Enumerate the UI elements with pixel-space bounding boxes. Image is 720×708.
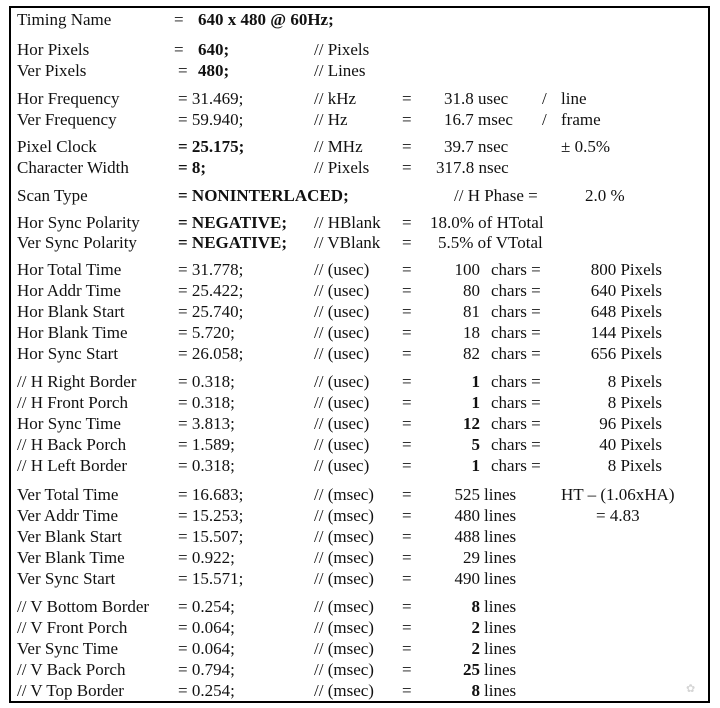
timing-pixels: 8 Pixels xyxy=(607,372,662,391)
timing-value: = 25.422; xyxy=(178,281,244,300)
timing-value: = 15.507; xyxy=(178,527,244,546)
hor-timing-row xyxy=(0,322,720,343)
timing-char-count: 18 xyxy=(463,323,480,342)
timing-char-count: 82 xyxy=(463,344,480,363)
timing-line-count: 490 xyxy=(454,569,480,588)
timing-equals: = xyxy=(402,548,412,567)
pixel-clock-equals: = xyxy=(402,137,412,156)
timing-chars-label: chars = xyxy=(491,344,541,363)
timing-pixels: 96 Pixels xyxy=(599,414,662,433)
hor-timing-row xyxy=(0,371,720,392)
timing-label: Hor Sync Time xyxy=(17,414,121,433)
hor-timing-row xyxy=(0,434,720,455)
pixel-clock-label: Pixel Clock xyxy=(17,137,97,156)
h-phase-label: // H Phase = xyxy=(454,186,538,205)
hor-frequency-result: 31.8 usec xyxy=(444,89,509,108)
ver-frequency-slash: / xyxy=(542,110,547,129)
timing-value: = 3.813; xyxy=(178,414,235,433)
timing-lines-label: lines xyxy=(484,527,517,546)
h-phase-value: 2.0 % xyxy=(585,186,625,205)
timing-equals: = xyxy=(402,506,412,525)
timing-value: = 0.064; xyxy=(178,618,235,637)
timing-label: Ver Blank Start xyxy=(17,527,122,546)
timing-label: Hor Sync Start xyxy=(17,344,119,363)
timing-value: = 0.254; xyxy=(178,681,235,700)
timing-char-count: 5 xyxy=(471,435,480,454)
timing-char-count: 81 xyxy=(463,302,480,321)
hor-frequency-row xyxy=(0,88,720,109)
timing-value: = 0.254; xyxy=(178,597,235,616)
hor-frequency-slash: / xyxy=(542,89,547,108)
vsync-polarity-value: = NEGATIVE; xyxy=(178,233,288,252)
timing-unit: // (usec) xyxy=(314,344,370,363)
timing-equals: = xyxy=(402,660,412,679)
timing-equals: = xyxy=(402,681,412,700)
hor-pixels-value: 640; xyxy=(198,40,230,59)
timing-pixels: 656 Pixels xyxy=(590,344,662,363)
hor-frequency-equals: = xyxy=(402,89,412,108)
timing-char-count: 1 xyxy=(471,456,480,475)
timing-unit: // (usec) xyxy=(314,372,370,391)
timing-lines-label: lines xyxy=(484,506,517,525)
watermark-icon: ✿ xyxy=(686,682,696,695)
pixel-clock-unit: // MHz xyxy=(314,137,363,156)
timing-name-equals: = xyxy=(174,10,184,29)
timing-unit: // (msec) xyxy=(314,569,374,588)
ver-frequency-value: = 59.940; xyxy=(178,110,244,129)
timing-value: = 0.318; xyxy=(178,456,235,475)
vsync-polarity-row xyxy=(0,232,720,253)
timing-equals: = xyxy=(402,323,412,342)
hor-timing-row xyxy=(0,455,720,476)
ver-timing-row xyxy=(0,596,720,617)
timing-name-row xyxy=(0,9,720,30)
hsync-polarity-row xyxy=(0,212,720,233)
hor-pixels-label: Hor Pixels xyxy=(17,40,90,59)
char-width-unit: // Pixels xyxy=(314,158,370,177)
scan-type-value: = NONINTERLACED; xyxy=(178,186,349,205)
timing-line-count: 525 xyxy=(454,485,480,504)
timing-chars-label: chars = xyxy=(491,281,541,300)
ver-frequency-unit: // Hz xyxy=(314,110,348,129)
timing-value: = 5.720; xyxy=(178,323,235,342)
timing-lines-label: lines xyxy=(484,660,517,679)
hor-timing-row xyxy=(0,343,720,364)
timing-chars-label: chars = xyxy=(491,456,541,475)
char-width-result: 317.8 nsec xyxy=(436,158,509,177)
timing-unit: // (usec) xyxy=(314,435,370,454)
timing-lines-label: lines xyxy=(484,485,517,504)
timing-equals: = xyxy=(402,281,412,300)
ver-timing-row xyxy=(0,638,720,659)
timing-label: // H Right Border xyxy=(17,372,137,391)
ver-timing-row xyxy=(0,568,720,589)
timing-line-count: 2 xyxy=(471,618,480,637)
timing-equals: = xyxy=(402,344,412,363)
timing-value: = 26.058; xyxy=(178,344,244,363)
timing-value: = 15.253; xyxy=(178,506,244,525)
timing-note: = 4.83 xyxy=(596,506,640,525)
timing-value: = 15.571; xyxy=(178,569,244,588)
ver-timing-row xyxy=(0,526,720,547)
vblank-label: // VBlank xyxy=(314,233,381,252)
timing-unit: // (usec) xyxy=(314,456,370,475)
timing-chars-label: chars = xyxy=(491,414,541,433)
timing-char-count: 1 xyxy=(471,393,480,412)
char-width-label: Character Width xyxy=(17,158,129,177)
timing-label: Ver Blank Time xyxy=(17,548,125,567)
hor-timing-row xyxy=(0,392,720,413)
timing-equals: = xyxy=(402,260,412,279)
timing-lines-label: lines xyxy=(484,597,517,616)
timing-equals: = xyxy=(402,393,412,412)
timing-pixels: 800 Pixels xyxy=(590,260,662,279)
char-width-equals: = xyxy=(402,158,412,177)
timing-equals: = xyxy=(402,597,412,616)
timing-lines-label: lines xyxy=(484,681,517,700)
timing-label: // V Back Porch xyxy=(17,660,126,679)
timing-label: // V Front Porch xyxy=(17,618,128,637)
timing-equals: = xyxy=(402,639,412,658)
timing-label: Hor Blank Time xyxy=(17,323,128,342)
timing-label: Ver Addr Time xyxy=(17,506,119,525)
timing-line-count: 29 xyxy=(463,548,480,567)
timing-chars-label: chars = xyxy=(491,323,541,342)
timing-line-count: 2 xyxy=(471,639,480,658)
ver-frequency-label: Ver Frequency xyxy=(17,110,117,129)
timing-equals: = xyxy=(402,414,412,433)
ver-pixels-comment: // Lines xyxy=(314,61,366,80)
hblank-result: 18.0% of HTotal xyxy=(430,213,544,232)
hor-frequency-per: line xyxy=(561,89,587,108)
timing-line-count: 488 xyxy=(454,527,480,546)
char-width-row xyxy=(0,157,720,178)
timing-line-count: 25 xyxy=(463,660,480,679)
timing-label: // H Left Border xyxy=(17,456,127,475)
hor-timing-row xyxy=(0,280,720,301)
timing-lines-label: lines xyxy=(484,639,517,658)
timing-lines-label: lines xyxy=(484,548,517,567)
hor-timing-row xyxy=(0,259,720,280)
vblank-equals: = xyxy=(402,233,412,252)
timing-pixels: 144 Pixels xyxy=(590,323,662,342)
timing-char-count: 12 xyxy=(463,414,480,433)
timing-chars-label: chars = xyxy=(491,302,541,321)
timing-unit: // (msec) xyxy=(314,681,374,700)
timing-label: Ver Sync Start xyxy=(17,569,116,588)
timing-label: // V Bottom Border xyxy=(17,597,150,616)
timing-equals: = xyxy=(402,618,412,637)
timing-chars-label: chars = xyxy=(491,393,541,412)
timing-equals: = xyxy=(402,485,412,504)
char-width-value: = 8; xyxy=(178,158,207,177)
timing-value: = 16.683; xyxy=(178,485,244,504)
timing-label: // H Back Porch xyxy=(17,435,127,454)
timing-line-count: 8 xyxy=(471,597,480,616)
timing-line-count: 480 xyxy=(454,506,480,525)
pixel-clock-result: 39.7 nsec xyxy=(444,137,509,156)
timing-label: Ver Total Time xyxy=(17,485,119,504)
hor-pixels-row xyxy=(0,39,720,60)
timing-chars-label: chars = xyxy=(491,372,541,391)
timing-unit: // (msec) xyxy=(314,639,374,658)
timing-equals: = xyxy=(402,569,412,588)
hor-frequency-label: Hor Frequency xyxy=(17,89,120,108)
timing-unit: // (usec) xyxy=(314,260,370,279)
timing-value: = 0.794; xyxy=(178,660,235,679)
ver-frequency-row xyxy=(0,109,720,130)
timing-label: Hor Addr Time xyxy=(17,281,121,300)
ver-frequency-result: 16.7 msec xyxy=(444,110,513,129)
hor-frequency-value: = 31.469; xyxy=(178,89,244,108)
timing-pixels: 40 Pixels xyxy=(599,435,662,454)
ver-timing-row xyxy=(0,484,720,505)
hor-timing-row xyxy=(0,301,720,322)
hsync-polarity-label: Hor Sync Polarity xyxy=(17,213,140,232)
timing-value: = 1.589; xyxy=(178,435,235,454)
ver-pixels-equals: = xyxy=(178,61,188,80)
timing-value: = 25.740; xyxy=(178,302,244,321)
pixel-clock-tolerance: ± 0.5% xyxy=(561,137,610,156)
timing-unit: // (msec) xyxy=(314,506,374,525)
timing-value: = 0.318; xyxy=(178,372,235,391)
timing-name-label: Timing Name xyxy=(17,10,112,29)
pixel-clock-value: = 25.175; xyxy=(178,137,245,156)
timing-value: = 31.778; xyxy=(178,260,244,279)
timing-unit: // (msec) xyxy=(314,597,374,616)
ver-pixels-value: 480; xyxy=(198,61,230,80)
timing-chars-label: chars = xyxy=(491,435,541,454)
timing-equals: = xyxy=(402,372,412,391)
ver-pixels-label: Ver Pixels xyxy=(17,61,87,80)
timing-label: // H Front Porch xyxy=(17,393,128,412)
hor-pixels-equals: = xyxy=(174,40,184,59)
timing-unit: // (usec) xyxy=(314,302,370,321)
pixel-clock-row xyxy=(0,136,720,157)
timing-label: Hor Blank Start xyxy=(17,302,125,321)
hblank-equals: = xyxy=(402,213,412,232)
timing-label: Hor Total Time xyxy=(17,260,122,279)
timing-equals: = xyxy=(402,435,412,454)
timing-lines-label: lines xyxy=(484,618,517,637)
timing-pixels: 648 Pixels xyxy=(590,302,662,321)
timing-unit: // (msec) xyxy=(314,485,374,504)
scan-type-label: Scan Type xyxy=(17,186,88,205)
timing-unit: // (msec) xyxy=(314,618,374,637)
timing-pixels: 8 Pixels xyxy=(607,456,662,475)
timing-label: Ver Sync Time xyxy=(17,639,119,658)
timing-value: = 0.922; xyxy=(178,548,235,567)
scan-type-row xyxy=(0,185,720,206)
timing-unit: // (msec) xyxy=(314,660,374,679)
timing-unit: // (usec) xyxy=(314,393,370,412)
timing-char-count: 80 xyxy=(463,281,480,300)
timing-equals: = xyxy=(402,302,412,321)
timing-unit: // (usec) xyxy=(314,281,370,300)
timing-pixels: 8 Pixels xyxy=(607,393,662,412)
timing-unit: // (msec) xyxy=(314,548,374,567)
hor-timing-row xyxy=(0,413,720,434)
timing-note: HT – (1.06xHA) xyxy=(561,485,675,504)
hor-pixels-comment: // Pixels xyxy=(314,40,370,59)
timing-name-value: 640 x 480 @ 60Hz; xyxy=(198,10,334,29)
ver-frequency-equals: = xyxy=(402,110,412,129)
hor-frequency-unit: // kHz xyxy=(314,89,357,108)
ver-pixels-row xyxy=(0,60,720,81)
timing-char-count: 100 xyxy=(454,260,480,279)
timing-unit: // (usec) xyxy=(314,414,370,433)
timing-equals: = xyxy=(402,456,412,475)
ver-timing-row xyxy=(0,505,720,526)
timing-value: = 0.318; xyxy=(178,393,235,412)
timing-line-count: 8 xyxy=(471,681,480,700)
timing-chars-label: chars = xyxy=(491,260,541,279)
hsync-polarity-value: = NEGATIVE; xyxy=(178,213,288,232)
vblank-result: 5.5% of VTotal xyxy=(438,233,543,252)
timing-lines-label: lines xyxy=(484,569,517,588)
timing-unit: // (usec) xyxy=(314,323,370,342)
timing-pixels: 640 Pixels xyxy=(590,281,662,300)
ver-timing-row xyxy=(0,547,720,568)
ver-timing-row xyxy=(0,680,720,701)
timing-equals: = xyxy=(402,527,412,546)
timing-unit: // (msec) xyxy=(314,527,374,546)
ver-timing-row xyxy=(0,617,720,638)
timing-char-count: 1 xyxy=(471,372,480,391)
timing-value: = 0.064; xyxy=(178,639,235,658)
timing-label: // V Top Border xyxy=(17,681,124,700)
ver-frequency-per: frame xyxy=(561,110,601,129)
hblank-label: // HBlank xyxy=(314,213,381,232)
ver-timing-row xyxy=(0,659,720,680)
vsync-polarity-label: Ver Sync Polarity xyxy=(17,233,137,252)
